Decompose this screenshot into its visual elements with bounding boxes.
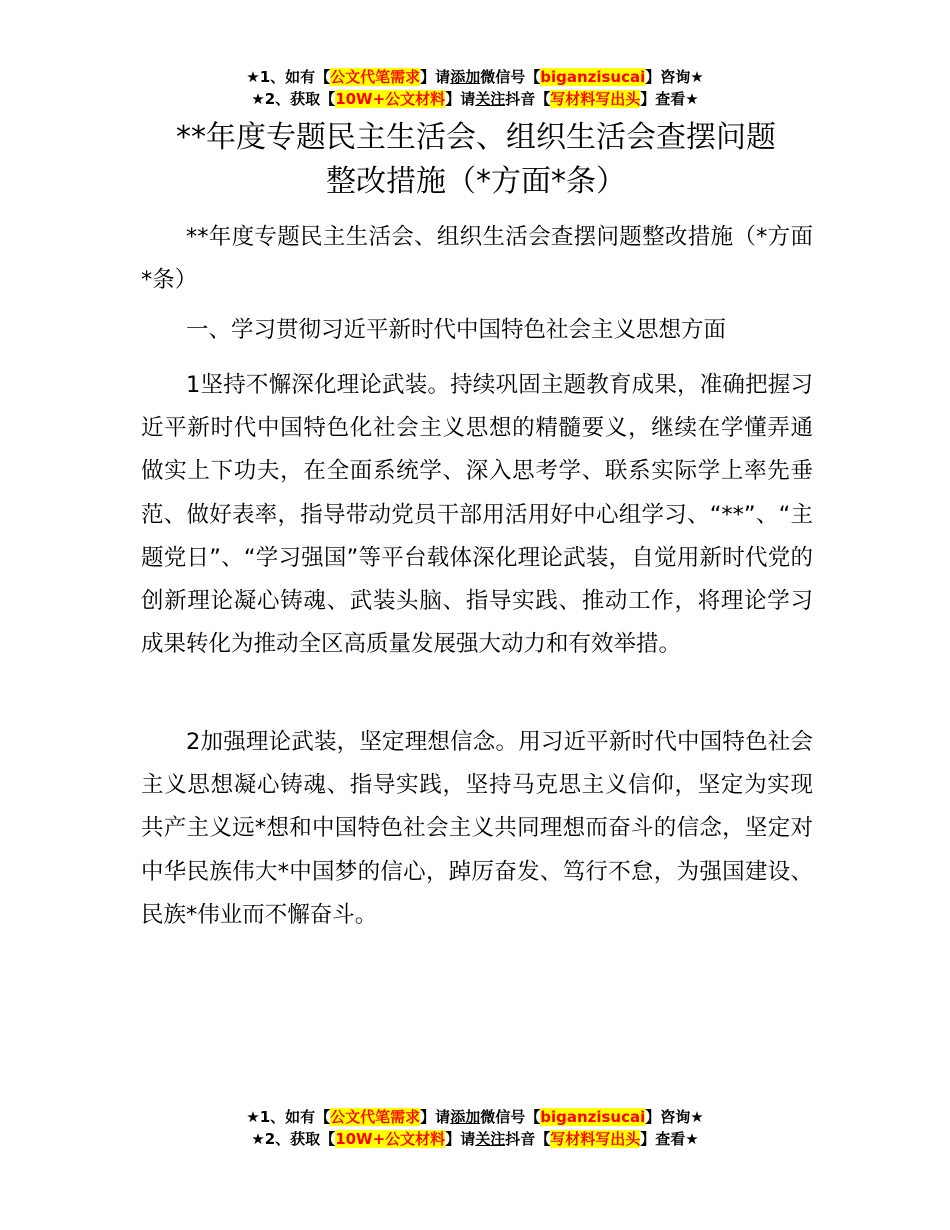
banner-text: 】咨询★	[645, 68, 704, 86]
banner-underline-text: 添加	[450, 1108, 481, 1126]
banner-text: 抖音【	[505, 90, 551, 108]
banner-underline-text: 添加	[450, 68, 481, 86]
title-line-2: 整改措施（*方面*条）	[326, 164, 626, 199]
header-banner	[0, 66, 950, 110]
banner-highlight: 公文代笔需求	[330, 1108, 421, 1126]
banner-text: 】查看★	[640, 1130, 699, 1148]
banner-line-2	[0, 1128, 950, 1150]
banner-highlight: biganzisucai	[540, 68, 646, 86]
document-subtitle: **年度专题民主生活会、组织生活会查摆问题整改措施（*方面*条）	[141, 224, 813, 294]
banner-highlight: biganzisucai	[540, 1108, 646, 1126]
banner-text: 】请	[420, 1108, 451, 1126]
section-heading: 一、学习贯彻习近平新时代中国特色社会主义思想方面	[186, 317, 727, 343]
banner-text: ★1、如有【	[246, 1108, 331, 1126]
banner-highlight: 10W+公文材料	[335, 90, 446, 108]
footer-banner	[0, 1106, 950, 1150]
banner-text: 】请	[445, 90, 476, 108]
banner-text: ★2、获取【	[251, 1130, 336, 1148]
banner-text: ★2、获取【	[251, 90, 336, 108]
banner-line-1	[0, 1106, 950, 1128]
banner-text: 】查看★	[640, 90, 699, 108]
banner-text: 】咨询★	[645, 1108, 704, 1126]
banner-text: ★1、如有【	[246, 68, 331, 86]
banner-text: 抖音【	[505, 1130, 551, 1148]
banner-underline-text: 关注	[475, 1130, 506, 1148]
document-title	[140, 116, 812, 204]
banner-highlight: 写材料写出头	[550, 1130, 641, 1148]
banner-text: 微信号【	[480, 1108, 541, 1126]
banner-highlight: 写材料写出头	[550, 90, 641, 108]
paragraph-item-2: 2加强理论武装，坚定理想信念。用习近平新时代中国特色社会主义思想凝心铸魂、指导实践，坚持马克思主义信仰，坚定为实现共产主义远*想和中国特色社会主义共同理想而奋斗的信念，坚定对中华民族伟大*中国梦的信心，踔厉奋发、笃行不怠，为强国建设、民族*伟业而不懈奋斗。	[141, 729, 813, 928]
banner-highlight: 10W+公文材料	[335, 1130, 446, 1148]
banner-underline-text: 关注	[475, 90, 506, 108]
banner-text: 】请	[445, 1130, 476, 1148]
banner-line-2	[0, 88, 950, 110]
title-line-1: **年度专题民主生活会、组织生活会查摆问题	[176, 120, 776, 155]
paragraph-item-1: 1坚持不懈深化理论武装。持续巩固主题教育成果，准确把握习近平新时代中国特色化社会主义思想的精髓要义，继续在学懂弄通做实上下功夫，在全面系统学、深入思考学、联系实际学上率先垂范、做好表率，指导带动党员干部用活用好中心组学习、“**”、“主题党日”、“学习强国”等平台载体深化理论武装，自觉用新时代党的创新理论凝心铸魂、武装头脑、指导实践、推动工作，将理论学习成果转化为推动全区高质量发展强大动力和有效举措。	[141, 372, 813, 658]
banner-text: 微信号【	[480, 68, 541, 86]
banner-text: 】请	[420, 68, 451, 86]
banner-highlight: 公文代笔需求	[330, 68, 421, 86]
banner-line-1	[0, 66, 950, 88]
